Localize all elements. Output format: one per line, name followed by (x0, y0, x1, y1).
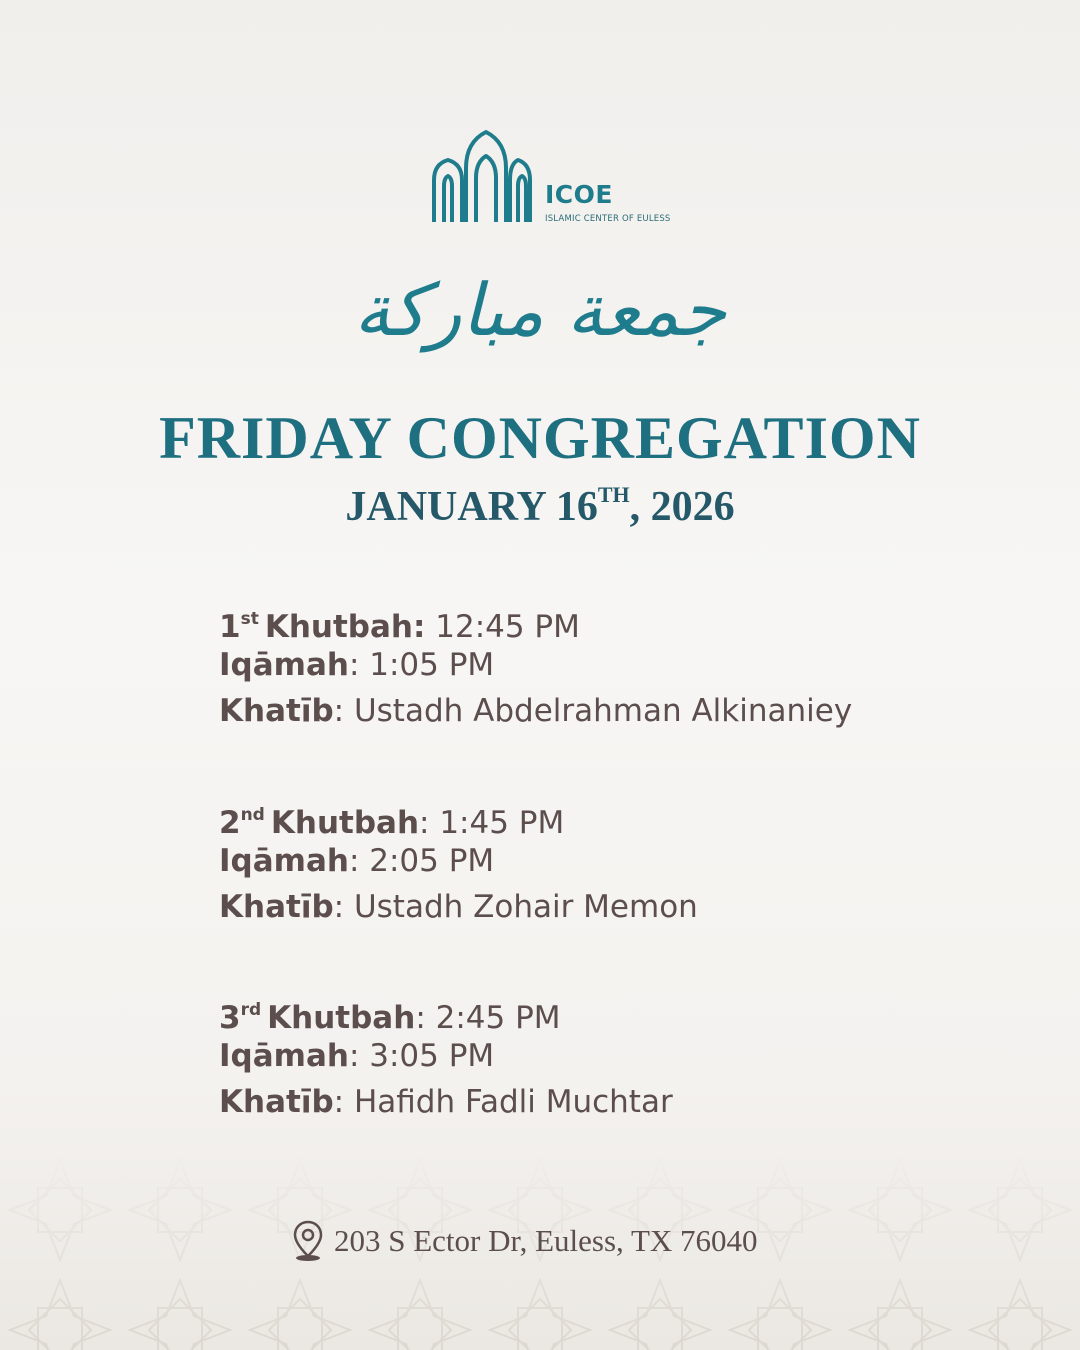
date-main: JANUARY 16 (345, 484, 598, 530)
iqamah-line (219, 838, 698, 884)
khatib-line (219, 1079, 673, 1125)
khutbah-time-line (219, 987, 673, 1036)
map-pin-icon (290, 1219, 326, 1263)
khutbah-time-line (219, 596, 852, 645)
iqamah-time: : 2:05 PM (348, 843, 495, 879)
iqamah-label: Iqāmah (219, 647, 349, 683)
date-ordinal-suffix: TH (597, 482, 630, 507)
khutbah-time: : 1:45 PM (419, 805, 565, 841)
khutbah-block-2 (219, 792, 698, 930)
khutbah-label: Khutbah (270, 805, 420, 841)
khatib-label: Khatīb (219, 1084, 334, 1120)
khatib-name: : Ustadh Abdelrahman Alkinaniey (333, 693, 853, 729)
khutbah-time-line (219, 792, 698, 841)
khutbah-ordinal-suffix: rd (240, 1000, 262, 1020)
khutbah-ordinal: 3 (219, 1000, 241, 1036)
iqamah-time: : 1:05 PM (348, 647, 495, 683)
iqamah-line (219, 642, 852, 688)
khatib-name: : Ustadh Zohair Memon (333, 889, 698, 925)
khutbah-ordinal-suffix: nd (240, 805, 265, 825)
khutbah-time: 12:45 PM (425, 609, 580, 645)
logo-subtitle: ISLAMIC CENTER OF EULESS (545, 214, 671, 224)
khutbah-label: Khutbah: (264, 609, 426, 645)
address-text: 203 S Ector Dr, Euless, TX 76040 (334, 1223, 758, 1258)
date-year: , 2026 (629, 484, 735, 530)
khatib-line (219, 884, 698, 930)
jumuah-mubarak-calligraphy: جمعة مباركة (353, 268, 727, 352)
khatib-line (219, 688, 852, 734)
address (290, 1218, 758, 1264)
iqamah-line (219, 1033, 673, 1079)
iqamah-label: Iqāmah (219, 843, 349, 879)
logo-text: ICOE (545, 180, 613, 209)
khutbah-block-1 (219, 596, 852, 734)
page-title: FRIDAY CONGREGATION (159, 405, 921, 471)
khutbah-ordinal: 2 (219, 805, 241, 841)
khutbah-ordinal: 1 (219, 609, 241, 645)
iqamah-time: : 3:05 PM (348, 1038, 495, 1074)
mosque-icon (430, 128, 690, 228)
khutbah-time: : 2:45 PM (415, 1000, 561, 1036)
khatib-label: Khatīb (219, 889, 334, 925)
khatib-label: Khatīb (219, 693, 334, 729)
khutbah-label: Khutbah (267, 1000, 416, 1036)
khutbah-ordinal-suffix: st (240, 609, 259, 629)
khatib-name: : Hafidh Fadli Muchtar (333, 1084, 673, 1120)
event-date (0, 482, 1080, 531)
khutbah-block-3 (219, 987, 673, 1125)
iqamah-label: Iqāmah (219, 1038, 349, 1074)
